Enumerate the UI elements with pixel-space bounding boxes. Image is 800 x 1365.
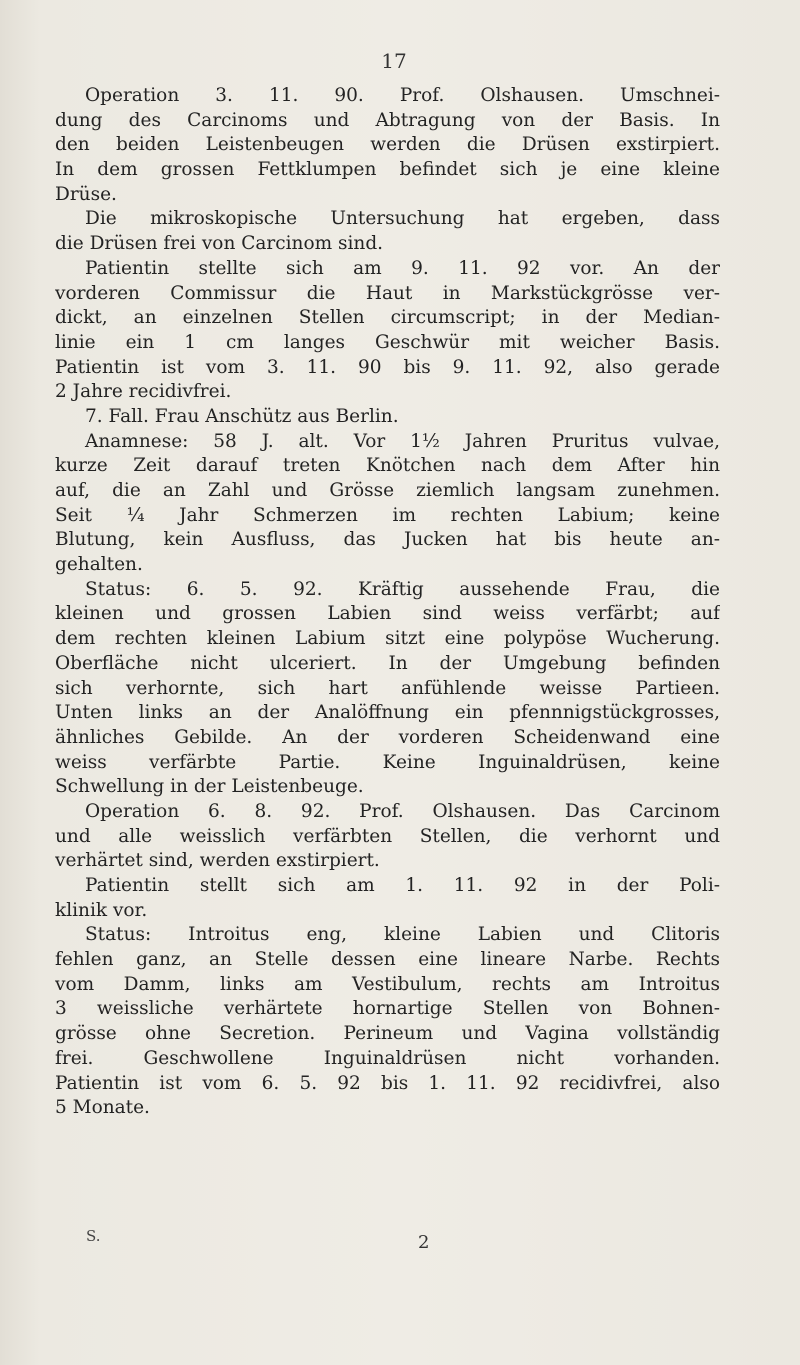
text-line: Patientin ist vom 6. 5. 92 bis 1. 11. 92 recidivfrei, also [55, 1072, 720, 1094]
text-line: Operation 6. 8. 92. Prof. Olshausen. Das Carcinom [85, 800, 720, 822]
text-line: kleinen und grossen Labien sind weiss verfärbt; auf [55, 603, 720, 625]
text-line: Blutung, kein Ausfluss, das Jucken hat bis heute an- [55, 529, 720, 551]
text-line: verhärtet sind, werden exstirpiert. [55, 850, 380, 872]
sheet-number: 2 [418, 1232, 430, 1253]
text-line: dem rechten kleinen Labium sitzt eine polypöse Wucherung. [55, 628, 720, 650]
text-line: sich verhornte, sich hart anfühlende weisse Partieen. [55, 677, 720, 699]
text-line: klinik vor. [55, 899, 148, 921]
text-line: vom Damm, links am Vestibulum, rechts am Introitus [55, 973, 720, 995]
text-line: frei. Geschwollene Inguinaldrüsen nicht vorhanden. [55, 1047, 720, 1069]
text-line: weiss verfärbte Partie. Keine Inguinaldrüsen, keine [55, 751, 720, 773]
body-text [55, 84, 720, 1121]
text-line: 3 weissliche verhärtete hornartige Stellen von Bohnen- [55, 998, 720, 1020]
text-line: 5 Monate. [55, 1097, 150, 1119]
text-line: In dem grossen Fettklumpen befindet sich je eine kleine [55, 159, 720, 181]
text-line: dung des Carcinoms und Abtragung von der Basis. In [55, 109, 720, 131]
text-line: und alle weisslich verfärbten Stellen, die verhornt und [55, 825, 720, 847]
text-line: Status: Introitus eng, kleine Labien und Clitoris [85, 924, 720, 946]
text-line: kurze Zeit darauf treten Knötchen nach dem After hin [55, 455, 720, 477]
text-line: linie ein 1 cm langes Geschwür mit weicher Basis. [55, 331, 720, 353]
text-line: 2 Jahre recidivfrei. [55, 381, 232, 403]
text-line: vorderen Commissur die Haut in Markstückgrösse ver- [55, 282, 720, 304]
printer-signature: S. [86, 1227, 101, 1245]
text-line: fehlen ganz, an Stelle dessen eine lineare Narbe. Rechts [55, 949, 720, 971]
text-line: Patientin ist vom 3. 11. 90 bis 9. 11. 92, also gerade [55, 356, 720, 378]
text-line: Drüse. [55, 183, 117, 205]
text-line: Unten links an der Analöffnung ein pfennnigstückgrosses, [55, 702, 720, 724]
text-line: Patientin stellt sich am 1. 11. 92 in der Poli- [85, 875, 720, 896]
text-line: grösse ohne Secretion. Perineum und Vagina vollständig [55, 1023, 720, 1045]
text-line: Die mikroskopische Untersuchung hat ergeben, dass [85, 208, 720, 230]
text-line: ähnliches Gebilde. An der vorderen Scheidenwand eine [55, 726, 720, 748]
text-line: Patientin stellte sich am 9. 11. 92 vor. An der [85, 257, 720, 279]
text-line: den beiden Leistenbeugen werden die Drüsen exstirpiert. [55, 134, 720, 156]
text-line: Status: 6. 5. 92. Kräftig aussehende Frau, die [85, 578, 720, 600]
text-line: Anamnese: 58 J. alt. Vor 1½ Jahren Pruritus vulvae, [85, 430, 720, 452]
text-line: auf, die an Zahl und Grösse ziemlich langsam zunehmen. [55, 480, 720, 501]
text-line: gehalten. [55, 554, 143, 576]
text-line: dickt, an einzelnen Stellen circumscript; in der Median- [55, 307, 720, 329]
text-line: Oberfläche nicht ulceriert. In der Umgebung befinden [55, 652, 720, 674]
text-line: Seit ¼ Jahr Schmerzen im rechten Labium; keine [55, 504, 720, 526]
page-number: 17 [381, 49, 407, 73]
text-line: die Drüsen frei von Carcinom sind. [55, 233, 384, 255]
text-line: 7. Fall. Frau Anschütz aus Berlin. [85, 405, 399, 427]
text-line: Schwellung in der Leistenbeuge. [55, 776, 364, 798]
text-line: Operation 3. 11. 90. Prof. Olshausen. Umschnei- [85, 85, 720, 106]
